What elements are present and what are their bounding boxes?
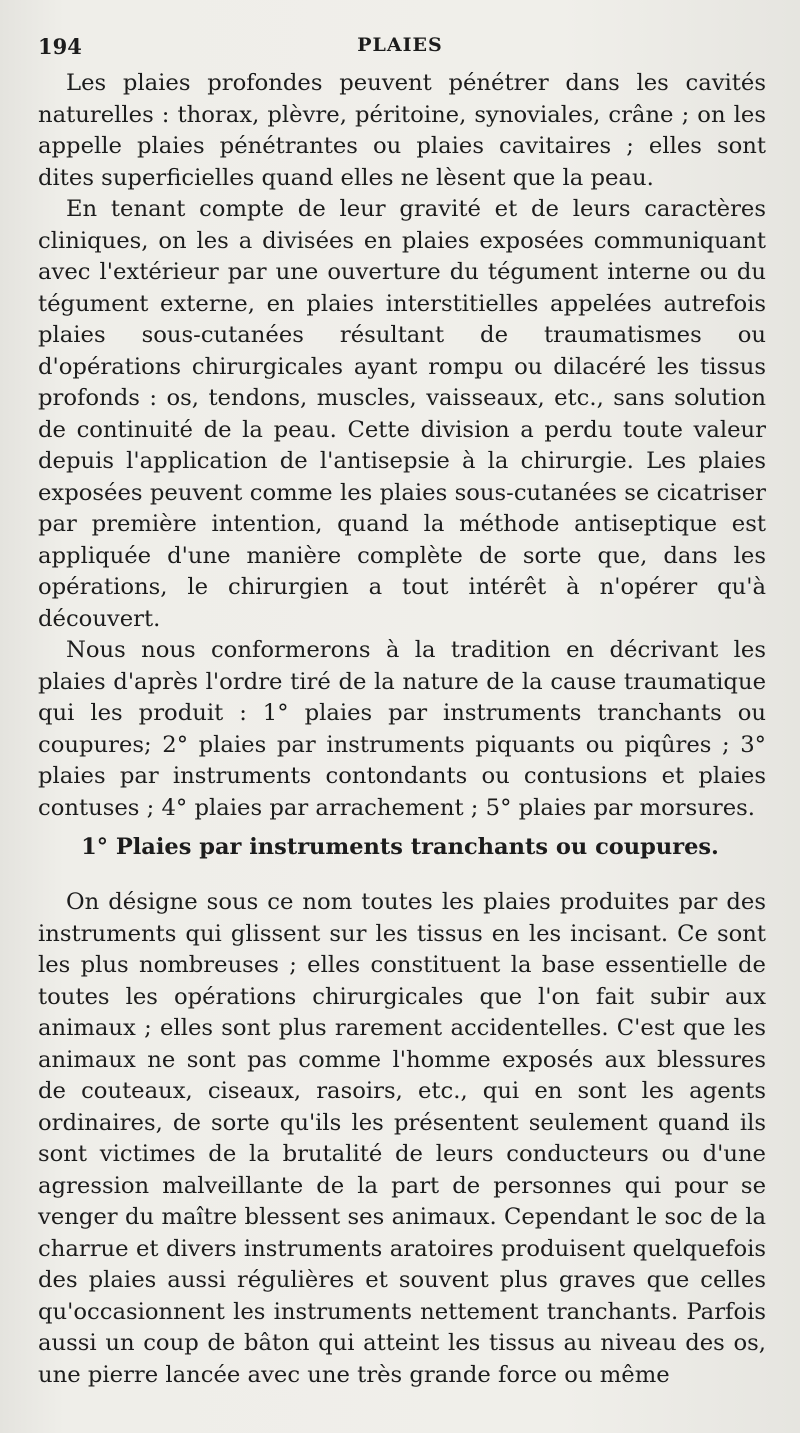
page-header	[38, 34, 762, 64]
running-title: PLAIES	[357, 34, 443, 56]
page-number: 194	[38, 34, 82, 59]
text-block-top	[38, 68, 766, 824]
paragraph: En tenant compte de leur gravité et de leurs caractères cliniques, on les a divisées en plaies exposées communiquant avec l'extérieur par une ouverture du tégument interne ou du tégument externe, en plaies interstitielles appelées autrefois plaies sous-cutanées résultant de traumatismes ou d'opérations chirurgicales ayant rompu ou dilacéré les tissus profonds : os, tendons, muscles, vaisseaux, etc., sans solution de continuité de la peau. Cette division a perdu toute valeur depuis l'application de l'antisepsie à la chirurgie. Les plaies exposées peuvent comme les plaies sous-cutanées se cicatriser par première intention, quand la méthode antiseptique est appliquée d'une manière complète de sorte que, dans les opérations, le chirurgien a tout intérêt à n'opérer qu'à découvert.	[38, 196, 766, 632]
paragraph: On désigne sous ce nom toutes les plaies produites par des instruments qui glissent sur les tissus en les incisant. Ce sont les plus nombreuses ; elles constituent la base essentielle de toutes les opérations chirurgicales que l'on fait subir aux animaux ; elles sont plus rarement accidentelles. C'est que les animaux ne sont pas comme l'homme exposés aux blessures de couteaux, ciseaux, rasoirs, etc., qui en sont les agents ordinaires, de sorte qu'ils les présentent seulement quand ils sont victimes de la brutalité de leurs conducteurs ou d'une agression malveillante de la part de personnes qui pour se venger du maître blessent ses animaux. Cependant le soc de la charrue et divers instruments aratoires produisent quelquefois des plaies aussi régulières et souvent plus graves que celles qu'occasionnent les instruments nettement tranchants. Parfois aussi un coup de bâton qui atteint les tissus au niveau des os, une pierre lancée avec une très grande force ou même	[38, 889, 766, 1388]
text-block-bottom	[38, 887, 766, 1391]
paragraph: Les plaies profondes peuvent pénétrer dans les cavités naturelles : thorax, plèvre, péritoine, synoviales, crâne ; on les appelle plaies pénétrantes ou plaies cavitaires ; elles sont dites superficielles quand elles ne lèsent que la peau.	[38, 70, 766, 191]
paragraph: Nous nous conformerons à la tradition en décrivant les plaies d'après l'ordre tiré de la nature de la cause traumatique qui les produit : 1° plaies par instruments tranchants ou coupures; 2° plaies par instruments piquants ou piqûres ; 3° plaies par instruments contondants ou contusions et plaies contuses ; 4° plaies par arrachement ; 5° plaies par morsures.	[38, 637, 766, 821]
section-heading: 1° Plaies par instruments tranchants ou coupures.	[81, 834, 719, 860]
